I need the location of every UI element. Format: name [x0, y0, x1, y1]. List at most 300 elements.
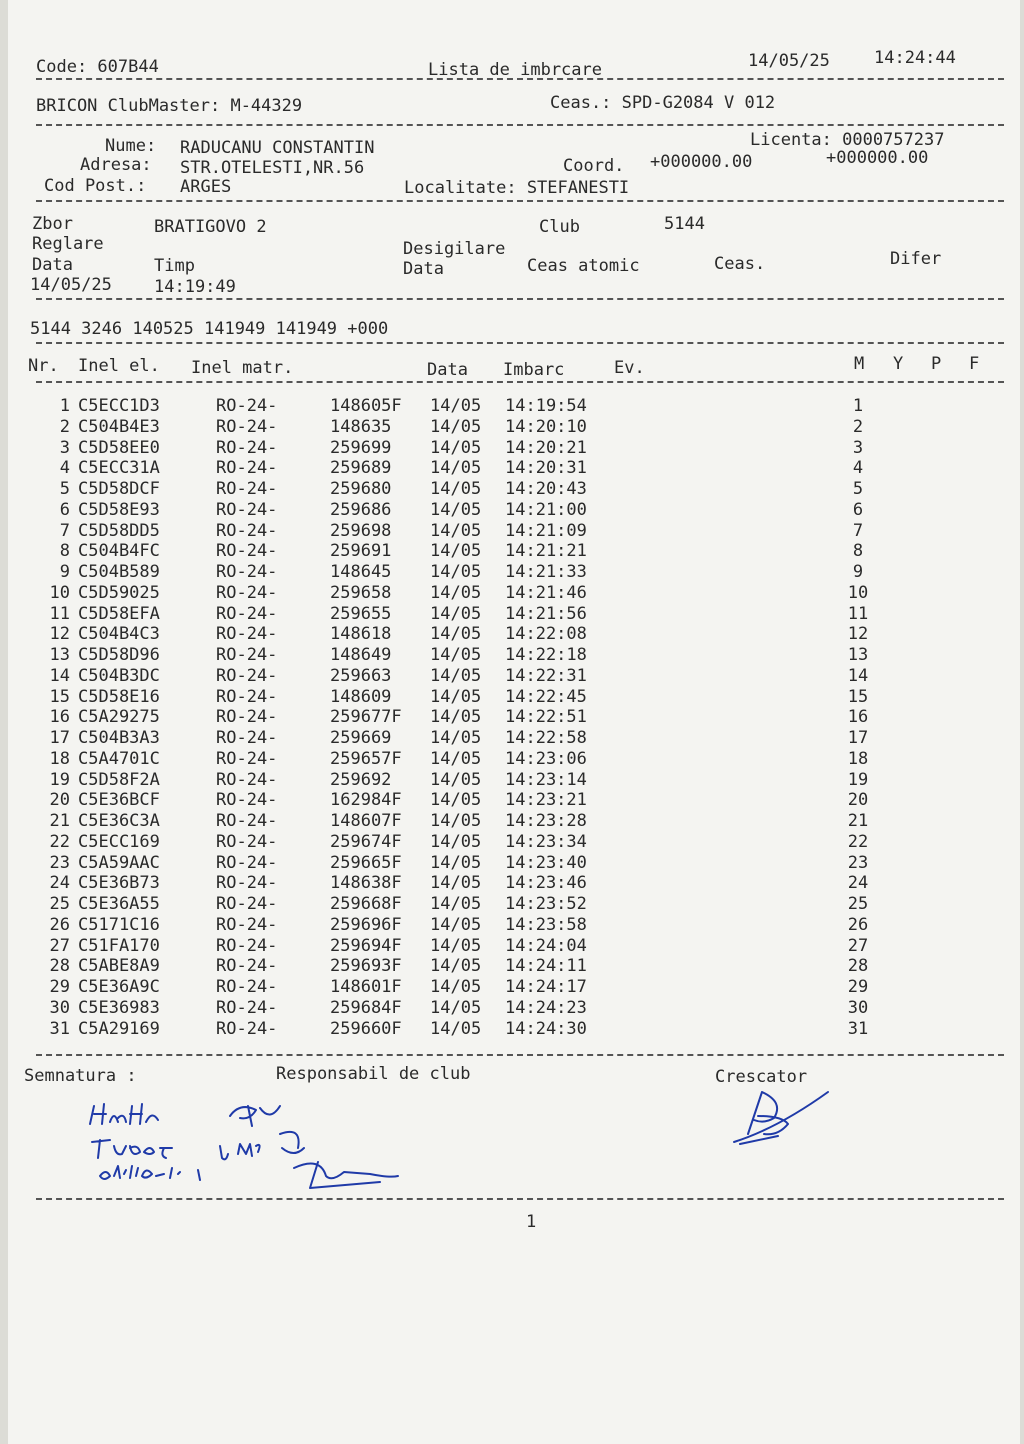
ring-series: RO-24- — [216, 416, 278, 437]
electronic-ring: C5D58DCF — [78, 479, 160, 499]
row-number: 11 — [49, 603, 70, 624]
ring-number: 259655 — [330, 603, 392, 624]
ring-number: 259669 — [330, 728, 392, 748]
rank-m: 26 — [847, 914, 869, 935]
ring-number: 259698 — [330, 520, 392, 541]
ceas-atomic-label: Ceas atomic — [527, 256, 640, 276]
arrival-date: 14/05 — [430, 603, 482, 624]
arrival-time: 14:24:11 — [505, 956, 587, 977]
row-number: 8 — [59, 541, 70, 562]
row-number: 24 — [49, 873, 70, 894]
arrival-date: 14/05 — [430, 977, 482, 997]
electronic-ring: C5E36A9C — [78, 977, 160, 997]
electronic-ring: C5E36BCF — [78, 790, 160, 811]
postal-value: ARGES — [180, 177, 232, 197]
electronic-ring: C504B589 — [78, 562, 160, 582]
document-code: Code: 607B44 — [36, 57, 159, 77]
zbor-label: Zbor — [32, 214, 73, 234]
arrival-time: 14:21:09 — [505, 520, 587, 541]
electronic-ring: C504B4C3 — [78, 624, 160, 645]
ring-series: RO-24- — [216, 935, 278, 956]
arrival-time: 14:21:56 — [505, 603, 587, 624]
col-p: P — [931, 354, 942, 374]
table-row — [8, 624, 1020, 645]
table-row — [8, 853, 1020, 874]
data-label: Data — [32, 255, 73, 275]
ring-number: 259692 — [330, 769, 392, 790]
electronic-ring: C5D58E16 — [78, 686, 160, 707]
table-row — [8, 396, 1020, 417]
table-row — [8, 562, 1020, 583]
arrival-time: 14:23:40 — [505, 852, 587, 873]
table-row — [8, 645, 1020, 666]
coord-label: Coord. — [563, 156, 625, 176]
ring-series: RO-24- — [216, 582, 278, 603]
ring-series: RO-24- — [216, 790, 278, 811]
electronic-ring: C504B3A3 — [78, 728, 160, 748]
ring-series: RO-24- — [216, 914, 278, 935]
ring-number: 259657F — [330, 748, 402, 769]
arrival-time: 14:24:04 — [505, 935, 587, 956]
table-row — [8, 811, 1020, 832]
rank-m: 10 — [847, 582, 869, 603]
ring-number: 148635 — [330, 416, 392, 437]
col-f: F — [969, 354, 980, 374]
rank-m: 15 — [847, 686, 869, 707]
row-number: 19 — [49, 769, 70, 790]
ring-number: 259693F — [330, 956, 402, 977]
table-row — [8, 666, 1020, 687]
ring-number: 259668F — [330, 894, 402, 914]
row-number: 28 — [49, 956, 70, 977]
coord-y: +000000.00 — [826, 148, 929, 168]
ceas-label: Ceas. — [714, 254, 766, 274]
arrival-date: 14/05 — [430, 852, 482, 873]
ring-series: RO-24- — [216, 686, 278, 707]
row-number: 7 — [59, 520, 70, 541]
ring-series: RO-24- — [216, 956, 278, 977]
arrival-date: 14/05 — [430, 416, 482, 437]
coord-x: +000000.00 — [650, 152, 753, 172]
arrival-time: 14:23:06 — [505, 748, 587, 769]
desigilare-label: Desigilare — [403, 239, 506, 259]
ring-number: 148601F — [330, 977, 402, 997]
rank-m: 30 — [847, 997, 869, 1018]
ring-number: 259696F — [330, 914, 402, 935]
ring-series: RO-24- — [216, 541, 278, 562]
row-number: 31 — [49, 1018, 70, 1039]
row-number: 13 — [49, 645, 70, 665]
col-m: M — [854, 354, 865, 374]
owner-name: RADUCANU CONSTANTIN — [180, 138, 375, 158]
arrival-time: 14:23:46 — [505, 873, 587, 894]
row-number: 25 — [49, 894, 70, 914]
club-label: Club — [539, 217, 580, 237]
arrival-date: 14/05 — [430, 811, 482, 831]
ring-number: 148605F — [330, 396, 402, 416]
arrival-date: 14/05 — [430, 707, 482, 728]
electronic-ring: C5E36A55 — [78, 894, 160, 914]
arrival-time: 14:22:08 — [505, 624, 587, 645]
row-number: 17 — [49, 728, 70, 748]
club-responsible-label: Responsabil de club — [276, 1064, 471, 1084]
table-row — [8, 479, 1020, 500]
arrival-date: 14/05 — [430, 520, 482, 541]
arrival-date: 14/05 — [430, 894, 482, 914]
arrival-date: 14/05 — [430, 479, 482, 499]
ring-series: RO-24- — [216, 707, 278, 728]
row-number: 12 — [49, 624, 70, 645]
electronic-ring: C5D58E93 — [78, 499, 160, 520]
electronic-ring: C5D58F2A — [78, 769, 160, 790]
rank-m: 4 — [852, 458, 864, 479]
locality: Localitate: STEFANESTI — [404, 178, 630, 198]
arrival-date: 14/05 — [430, 624, 482, 645]
arrival-time: 14:22:51 — [505, 707, 587, 728]
rank-m: 19 — [847, 769, 869, 790]
arrival-time: 14:24:30 — [505, 1018, 587, 1039]
rank-m: 16 — [847, 707, 869, 728]
rank-m: 31 — [847, 1018, 869, 1039]
table-row — [8, 521, 1020, 542]
printed-sheet — [8, 0, 1020, 1444]
ring-number: 259677F — [330, 707, 402, 728]
table-row — [8, 770, 1020, 791]
row-number: 4 — [59, 458, 70, 479]
rank-m: 8 — [852, 541, 864, 562]
arrival-date: 14/05 — [430, 935, 482, 956]
ring-series: RO-24- — [216, 479, 278, 499]
electronic-ring: C504B4E3 — [78, 416, 160, 437]
row-number: 30 — [49, 997, 70, 1018]
arrival-date: 14/05 — [430, 437, 482, 458]
ring-number: 259684F — [330, 997, 402, 1018]
ring-series: RO-24- — [216, 603, 278, 624]
table-row — [8, 604, 1020, 625]
divider — [36, 124, 1004, 126]
ring-number: 259658 — [330, 582, 392, 603]
row-number: 10 — [49, 582, 70, 603]
electronic-ring: C504B4FC — [78, 541, 160, 562]
rank-m: 18 — [847, 748, 869, 769]
rank-m: 27 — [847, 935, 869, 956]
row-number: 5 — [59, 479, 70, 499]
table-row — [8, 687, 1020, 708]
row-number: 15 — [49, 686, 70, 707]
arrival-time: 14:24:17 — [505, 977, 587, 997]
ring-series: RO-24- — [216, 997, 278, 1018]
rank-m: 11 — [847, 603, 869, 624]
reglare-time: 14:19:49 — [154, 277, 236, 297]
table-row — [8, 790, 1020, 811]
arrival-date: 14/05 — [430, 769, 482, 790]
ring-series: RO-24- — [216, 396, 278, 416]
arrival-time: 14:22:31 — [505, 665, 587, 686]
breeder-label: Crescator — [715, 1067, 808, 1087]
divider — [36, 1054, 1004, 1056]
arrival-time: 14:22:45 — [505, 686, 587, 707]
arrival-date: 14/05 — [430, 665, 482, 686]
electronic-ring: C5E36983 — [78, 997, 160, 1018]
row-number: 27 — [49, 935, 70, 956]
print-time: 14:24:44 — [874, 48, 956, 68]
license-number: Licenta: 0000757237 — [750, 130, 945, 150]
rank-m: 6 — [852, 499, 864, 520]
owner-address: STR.OTELESTI,NR.56 — [180, 158, 365, 178]
arrival-date: 14/05 — [430, 1018, 482, 1039]
table-row — [8, 873, 1020, 894]
electronic-ring: C5A29169 — [78, 1018, 160, 1039]
electronic-ring: C5D58D96 — [78, 645, 160, 665]
table-row — [8, 417, 1020, 438]
flight-name: BRATIGOVO 2 — [154, 217, 267, 237]
rank-m: 22 — [847, 831, 869, 852]
ring-series: RO-24- — [216, 769, 278, 790]
row-number: 21 — [49, 811, 70, 831]
arrival-time: 14:24:23 — [505, 997, 587, 1018]
arrival-date: 14/05 — [430, 562, 482, 582]
name-label: Nume: — [105, 136, 157, 156]
arrival-date: 14/05 — [430, 686, 482, 707]
divider — [36, 1198, 1004, 1200]
electronic-ring: C5ABE8A9 — [78, 956, 160, 977]
table-row — [8, 500, 1020, 521]
rank-m: 20 — [847, 790, 869, 811]
table-row — [8, 749, 1020, 770]
table-row — [8, 583, 1020, 604]
arrival-time: 14:20:31 — [505, 458, 587, 479]
electronic-ring: C5E36C3A — [78, 811, 160, 831]
ring-series: RO-24- — [216, 748, 278, 769]
arrival-date: 14/05 — [430, 645, 482, 665]
rank-m: 29 — [847, 977, 869, 997]
arrival-date: 14/05 — [430, 914, 482, 935]
difer-label: Difer — [890, 249, 942, 269]
ring-series: RO-24- — [216, 645, 278, 665]
ring-series: RO-24- — [216, 624, 278, 645]
ring-series: RO-24- — [216, 520, 278, 541]
ring-series: RO-24- — [216, 437, 278, 458]
electronic-ring: C5E36B73 — [78, 873, 160, 894]
divider — [36, 342, 1004, 344]
arrival-date: 14/05 — [430, 458, 482, 479]
col-nr: Nr. — [28, 356, 59, 376]
rank-m: 14 — [847, 665, 869, 686]
ring-series: RO-24- — [216, 894, 278, 914]
table-row — [8, 977, 1020, 998]
rank-m: 21 — [847, 811, 869, 831]
arrival-date: 14/05 — [430, 499, 482, 520]
ring-series: RO-24- — [216, 458, 278, 479]
table-row — [8, 707, 1020, 728]
ring-series: RO-24- — [216, 562, 278, 582]
arrival-time: 14:23:21 — [505, 790, 587, 811]
electronic-ring: C5D59025 — [78, 582, 160, 603]
electronic-ring: C504B3DC — [78, 665, 160, 686]
ring-number: 259674F — [330, 831, 402, 852]
table-row — [8, 998, 1020, 1019]
col-inel-el: Inel el. — [78, 356, 160, 376]
arrival-time: 14:22:58 — [505, 728, 587, 748]
table-row — [8, 458, 1020, 479]
electronic-ring: C5ECC1D3 — [78, 396, 160, 416]
ring-series: RO-24- — [216, 728, 278, 748]
ring-number: 259699 — [330, 437, 392, 458]
ring-number: 148645 — [330, 562, 392, 582]
rank-m: 23 — [847, 852, 869, 873]
ring-series: RO-24- — [216, 852, 278, 873]
rank-m: 9 — [852, 562, 864, 582]
print-date: 14/05/25 — [748, 51, 830, 71]
ring-number: 259665F — [330, 852, 402, 873]
arrival-time: 14:21:46 — [505, 582, 587, 603]
ring-series: RO-24- — [216, 499, 278, 520]
arrival-time: 14:23:28 — [505, 811, 587, 831]
row-number: 29 — [49, 977, 70, 997]
clock-code-line: 5144 3246 140525 141949 141949 +000 — [30, 319, 389, 339]
electronic-ring: C5ECC31A — [78, 458, 160, 479]
ring-number: 259686 — [330, 499, 392, 520]
arrival-time: 14:21:21 — [505, 541, 587, 562]
row-number: 18 — [49, 748, 70, 769]
rank-m: 12 — [847, 624, 869, 645]
electronic-ring: C5D58EE0 — [78, 437, 160, 458]
table-row — [8, 894, 1020, 915]
col-imbarc: Imbarc — [503, 360, 565, 380]
row-number: 9 — [59, 562, 70, 582]
ring-number: 259680 — [330, 479, 392, 499]
ring-series: RO-24- — [216, 977, 278, 997]
electronic-ring: C5A59AAC — [78, 852, 160, 873]
arrival-time: 14:20:10 — [505, 416, 587, 437]
col-ev: Ev. — [614, 358, 645, 378]
club-number: 5144 — [664, 214, 705, 234]
ring-number: 148638F — [330, 873, 402, 894]
arrival-time: 14:21:33 — [505, 562, 587, 582]
col-y: Y — [893, 354, 904, 374]
arrival-date: 14/05 — [430, 790, 482, 811]
arrival-date: 14/05 — [430, 582, 482, 603]
arrival-date: 14/05 — [430, 748, 482, 769]
table-row — [8, 728, 1020, 749]
ring-number: 259694F — [330, 935, 402, 956]
ring-series: RO-24- — [216, 831, 278, 852]
row-number: 23 — [49, 852, 70, 873]
table-row — [8, 936, 1020, 957]
address-label: Adresa: — [80, 155, 152, 175]
row-number: 16 — [49, 707, 70, 728]
divider — [36, 200, 1004, 202]
reglare-label: Reglare — [32, 234, 104, 254]
timp-label: Timp — [154, 256, 195, 276]
rank-m: 24 — [847, 873, 869, 894]
rank-m: 1 — [852, 396, 864, 416]
rank-m: 17 — [847, 728, 869, 748]
row-number: 1 — [59, 396, 70, 416]
clock-id: Ceas.: SPD-G2084 V 012 — [550, 93, 776, 113]
ring-series: RO-24- — [216, 1018, 278, 1039]
table-row — [8, 956, 1020, 977]
row-number: 3 — [59, 437, 70, 458]
arrival-time: 14:20:43 — [505, 479, 587, 499]
ring-number: 259691 — [330, 541, 392, 562]
row-number: 26 — [49, 914, 70, 935]
ring-number: 162984F — [330, 790, 402, 811]
arrival-time: 14:23:52 — [505, 894, 587, 914]
row-number: 22 — [49, 831, 70, 852]
row-number: 20 — [49, 790, 70, 811]
arrival-date: 14/05 — [430, 873, 482, 894]
ring-number: 148609 — [330, 686, 392, 707]
row-number: 14 — [49, 665, 70, 686]
ring-number: 148649 — [330, 645, 392, 665]
arrival-time: 14:23:58 — [505, 914, 587, 935]
ring-number: 259660F — [330, 1018, 402, 1039]
reglare-date: 14/05/25 — [30, 275, 112, 295]
rank-m: 28 — [847, 956, 869, 977]
col-inel-matr: Inel matr. — [191, 358, 294, 378]
arrival-time: 14:20:21 — [505, 437, 587, 458]
table-row — [8, 541, 1020, 562]
ring-series: RO-24- — [216, 873, 278, 894]
ring-number: 148607F — [330, 811, 402, 831]
electronic-ring: C5D58EFA — [78, 603, 160, 624]
electronic-ring: C5A4701C — [78, 748, 160, 769]
page-number: 1 — [526, 1212, 537, 1232]
col-data: Data — [427, 360, 468, 380]
data2-label: Data — [403, 259, 444, 279]
ring-number: 259663 — [330, 665, 392, 686]
divider — [36, 381, 1004, 383]
ring-series: RO-24- — [216, 665, 278, 686]
breeder-signature — [718, 1084, 848, 1154]
arrival-date: 14/05 — [430, 396, 482, 416]
arrival-time: 14:23:34 — [505, 831, 587, 852]
divider — [36, 78, 1004, 80]
ring-series: RO-24- — [216, 811, 278, 831]
electronic-ring: C5D58DD5 — [78, 520, 160, 541]
row-number: 2 — [59, 416, 70, 437]
electronic-ring: C5171C16 — [78, 914, 160, 935]
ring-number: 259689 — [330, 458, 392, 479]
table-row — [8, 915, 1020, 936]
row-number: 6 — [59, 499, 70, 520]
system-id: BRICON ClubMaster: M-44329 — [36, 96, 303, 116]
electronic-ring: C51FA170 — [78, 935, 160, 956]
rank-m: 2 — [852, 416, 864, 437]
electronic-ring: C5A29275 — [78, 707, 160, 728]
rank-m: 25 — [847, 894, 869, 914]
signature-label: Semnatura : — [24, 1066, 137, 1086]
rank-m: 3 — [852, 437, 864, 458]
divider — [36, 298, 1004, 300]
arrival-date: 14/05 — [430, 997, 482, 1018]
rank-m: 5 — [852, 479, 864, 499]
table-row — [8, 832, 1020, 853]
arrival-date: 14/05 — [430, 541, 482, 562]
document-title: Lista de imbrcare — [428, 60, 602, 80]
electronic-ring: C5ECC169 — [78, 831, 160, 852]
arrival-date: 14/05 — [430, 728, 482, 748]
arrival-time: 14:19:54 — [505, 396, 587, 416]
arrival-time: 14:22:18 — [505, 645, 587, 665]
postal-label: Cod Post.: — [44, 176, 147, 196]
table-row — [8, 1019, 1020, 1040]
arrival-time: 14:23:14 — [505, 769, 587, 790]
arrival-time: 14:21:00 — [505, 499, 587, 520]
table-row — [8, 438, 1020, 459]
rank-m: 7 — [852, 520, 864, 541]
